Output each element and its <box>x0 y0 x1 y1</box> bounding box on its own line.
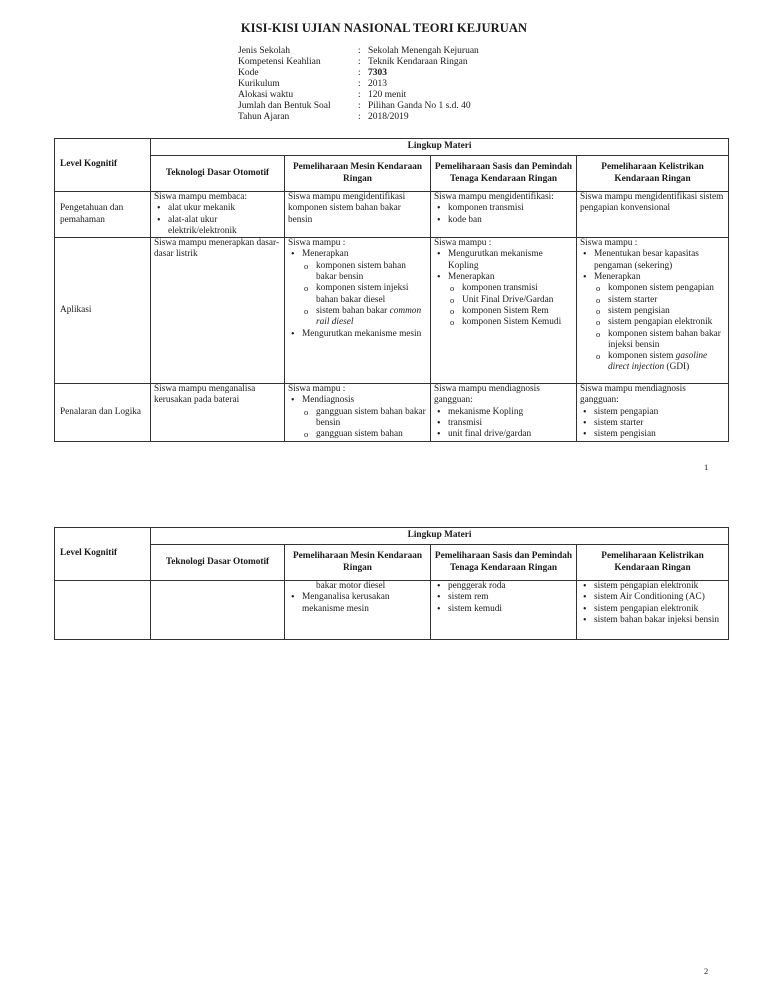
item-text: komponen sistem pengapian <box>608 283 714 294</box>
meta-label: Jenis Sekolah <box>238 46 290 56</box>
item-text: Mengurutkan mekanisme mesin <box>302 328 422 339</box>
content-cell <box>577 192 729 238</box>
italic-term: gasoline direct injection <box>608 351 708 373</box>
meta-colon: : <box>358 68 361 78</box>
item-text: transmisi <box>448 418 483 429</box>
item-text: Mengurutkan mekanisme Kopling <box>448 249 543 271</box>
cell-intro: Siswa mampu : <box>288 384 346 395</box>
content-cell <box>285 581 431 640</box>
item-text: komponen sistem injeksi bahan bakar diesel <box>316 283 409 305</box>
content-cell <box>285 192 431 238</box>
item-text: sistem bahan bakar <box>316 305 388 316</box>
cell-intro: Siswa mampu mendiagnosis gangguan: <box>580 384 686 406</box>
item-text: gangguan sistem bahan <box>316 429 403 440</box>
sub-item <box>316 283 427 306</box>
cell-list <box>434 203 573 226</box>
cell-intro: Siswa mampu menganalisa kerusakan pada baterai <box>154 384 256 406</box>
meta-label: Jumlah dan Bentuk Soal <box>238 101 331 111</box>
content-cell <box>577 384 729 442</box>
sub-item <box>462 317 573 328</box>
item-text: sistem rem <box>448 592 489 603</box>
cell-intro: Siswa mampu membaca: <box>154 192 247 202</box>
meta-value: Pilihan Ganda No 1 s.d. 40 <box>368 101 471 111</box>
meta-row <box>238 79 479 90</box>
content-cell <box>431 192 577 238</box>
meta-value: Teknik Kendaraan Ringan <box>368 57 468 67</box>
column-header: Pemeliharaan Kelistrikan Kendaraan Ringan <box>577 156 729 192</box>
bullet-item <box>594 604 725 615</box>
item-text: unit final drive/gardan <box>448 429 532 440</box>
item-text: sistem pengisian <box>608 305 670 316</box>
content-cell <box>151 581 285 640</box>
cell-list <box>288 395 427 440</box>
item-text: komponen sistem bahan bakar bensin <box>316 260 406 283</box>
meta-colon: : <box>358 112 361 122</box>
column-header: Teknologi Dasar Otomotif <box>151 156 285 192</box>
cell-intro: Siswa mampu : <box>580 238 638 249</box>
bullet-item <box>594 272 725 283</box>
item-tail: (GDI) <box>666 362 690 373</box>
item-text: komponen sistem bahan bakar injeksi bensin <box>608 328 721 350</box>
meta-label: Kode <box>238 68 259 78</box>
item-text: sistem kemudi <box>448 603 502 614</box>
sub-item <box>608 329 725 352</box>
meta-value: 2018/2019 <box>368 112 409 122</box>
column-header: Pemeliharaan Sasis dan Pemindah Tenaga Kendaraan Ringan <box>431 545 577 581</box>
bullet-item <box>594 429 725 440</box>
meta-label: Kurikulum <box>238 79 280 89</box>
content-cell <box>151 238 285 384</box>
bullet-item <box>594 581 725 592</box>
item-text: sistem Air Conditioning (AC) <box>594 592 705 603</box>
bullet-item <box>448 592 573 603</box>
bullet-item <box>448 429 573 440</box>
column-header: Pemeliharaan Mesin Kendaraan Ringan <box>285 156 431 192</box>
bullet-item <box>594 615 725 626</box>
content-cell <box>285 384 431 442</box>
page-number: 1 <box>704 462 709 472</box>
bullet-item <box>448 249 573 272</box>
bullet-item <box>448 407 573 418</box>
meta-colon: : <box>358 57 361 67</box>
column-header: Pemeliharaan Sasis dan Pemindah Tenaga Kendaraan Ringan <box>431 156 577 192</box>
content-cell <box>151 384 285 442</box>
bullet-item <box>168 215 281 238</box>
item-text: kode ban <box>448 214 482 225</box>
table-row <box>55 192 729 238</box>
cell-intro: Siswa mampu : <box>288 238 346 249</box>
sub-item <box>608 351 725 374</box>
sub-item <box>608 295 725 306</box>
item-text: Menerapkan <box>302 249 349 260</box>
cell-list <box>580 249 725 373</box>
meta-row <box>238 90 479 101</box>
bullet-item <box>594 592 725 603</box>
grid-table-page-2 <box>54 527 729 640</box>
cell-intro: Siswa mampu mendiagnosis gangguan: <box>434 384 540 406</box>
scope-header: Lingkup Materi <box>151 139 729 156</box>
meta-label: Tahun Ajaran <box>238 112 290 122</box>
cell-list <box>434 581 573 615</box>
sub-item <box>316 306 427 329</box>
bullet-item <box>448 604 573 615</box>
item-text: Menganalisa kerusakan mekanisme mesin <box>302 592 390 614</box>
cell-list <box>434 407 573 441</box>
column-header: Teknologi Dasar Otomotif <box>151 545 285 581</box>
bullet-item <box>448 203 573 214</box>
bullet-item <box>594 418 725 429</box>
content-cell <box>577 238 729 384</box>
sub-item <box>316 429 427 440</box>
page-number: 2 <box>704 966 709 976</box>
scope-header: Lingkup Materi <box>151 528 729 545</box>
table-row <box>55 238 729 384</box>
content-cell <box>577 581 729 640</box>
level-cell: Aplikasi <box>55 238 151 384</box>
document-title: KISI-KISI UJIAN NASIONAL TEORI KEJURUAN <box>240 21 528 35</box>
sub-item <box>316 261 427 284</box>
item-text: bakar motor diesel <box>316 581 386 591</box>
column-header: Pemeliharaan Mesin Kendaraan Ringan <box>285 545 431 581</box>
table-row <box>55 581 729 640</box>
item-text: sistem pengapian elektronik <box>594 581 699 591</box>
item-text: komponen transmisi <box>462 283 538 294</box>
sub-item <box>316 407 427 430</box>
item-text: komponen transmisi <box>448 203 524 214</box>
item-text: Mendiagnosis <box>302 395 355 406</box>
item-text: Menerapkan <box>594 272 641 283</box>
meta-colon: : <box>358 101 361 111</box>
italic-term: common rail diesel <box>316 305 422 328</box>
table-row <box>55 384 729 442</box>
meta-value: Sekolah Menengah Kejuruan <box>368 46 479 56</box>
bullet-item <box>168 203 281 214</box>
meta-colon: : <box>358 46 361 56</box>
sub-item <box>608 317 725 328</box>
item-text: sistem pengapian <box>594 406 659 417</box>
item-text: penggerak roda <box>448 581 506 591</box>
meta-value: 120 menit <box>368 90 407 100</box>
level-cell: Penalaran dan Logika <box>55 384 151 442</box>
item-text: sistem starter <box>608 294 658 305</box>
cell-intro: Siswa mampu menerapkan dasar-dasar listrik <box>154 238 280 260</box>
item-text: mekanisme Kopling <box>448 406 524 417</box>
level-header: Level Kognitif <box>55 528 151 581</box>
meta-label: Kompetensi Keahlian <box>238 57 321 67</box>
content-cell <box>285 238 431 384</box>
cell-list <box>434 249 573 328</box>
content-cell <box>151 192 285 238</box>
meta-row <box>238 46 479 57</box>
cell-intro: Siswa mampu mengidentifikasi komponen sistem bahan bakar bensin <box>288 192 406 225</box>
grid-table-page-1 <box>54 138 729 442</box>
item-text: alat ukur mekanik <box>168 203 236 214</box>
bullet-item <box>448 215 573 226</box>
bullet-item <box>302 592 427 615</box>
cell-list <box>580 581 725 626</box>
cell-intro: Siswa mampu : <box>434 238 492 249</box>
meta-label: Alokasi waktu <box>238 90 294 100</box>
sub-item <box>462 306 573 317</box>
bullet-item <box>448 418 573 429</box>
content-cell <box>431 581 577 640</box>
bullet-item <box>594 407 725 418</box>
level-cell: Pengetahuan dan pemahaman <box>55 192 151 238</box>
meta-colon: : <box>358 90 361 100</box>
meta-colon: : <box>358 79 361 89</box>
column-header: Pemeliharaan Kelistrikan Kendaraan Ringan <box>577 545 729 581</box>
item-text: gangguan sistem bahan bakar bensin <box>316 406 426 429</box>
sub-item <box>462 295 573 306</box>
meta-value: 2013 <box>368 79 387 89</box>
bullet-item <box>448 272 573 283</box>
level-cell <box>55 581 151 640</box>
level-header: Level Kognitif <box>55 139 151 192</box>
meta-row <box>238 112 479 123</box>
cell-intro: Siswa mampu mengidentifikasi: <box>434 192 554 202</box>
item-text: sistem pengisian <box>594 429 656 440</box>
sub-item <box>608 283 725 294</box>
sub-item <box>608 306 725 317</box>
exam-metadata <box>238 46 479 123</box>
cell-list <box>288 581 427 615</box>
item-text: sistem pengapian elektronik <box>608 317 713 328</box>
item-text: komponen Sistem Rem <box>462 305 549 316</box>
meta-row <box>238 57 479 68</box>
content-cell <box>431 384 577 442</box>
item-text: komponen sistem <box>608 351 674 362</box>
bullet-item <box>302 249 427 260</box>
cell-list <box>580 407 725 441</box>
bullet-item <box>448 581 573 592</box>
cell-list <box>154 203 281 237</box>
item-text: sistem pengapian elektronik <box>594 603 699 614</box>
item-text: sistem bahan bakar injeksi bensin <box>594 614 719 625</box>
item-text: alat-alat ukur elektrik/elektronik <box>168 214 237 236</box>
bullet-item <box>302 329 427 340</box>
meta-row <box>238 68 479 79</box>
cell-intro: Siswa mampu mengidentifikasi sistem pengapian konvensional <box>580 192 724 214</box>
sub-item <box>462 283 573 294</box>
content-cell <box>431 238 577 384</box>
continued-item <box>316 581 427 592</box>
bullet-item <box>594 249 725 272</box>
bullet-item <box>302 395 427 406</box>
item-text: sistem starter <box>594 418 644 429</box>
item-text: Unit Final Drive/Gardan <box>462 294 554 305</box>
item-text: Menentukan besar kapasitas pengaman (sekering) <box>594 249 699 271</box>
item-text: komponen Sistem Kemudi <box>462 317 562 328</box>
cell-list <box>288 249 427 339</box>
item-text: Menerapkan <box>448 272 495 283</box>
meta-row <box>238 101 479 112</box>
meta-value: 7303 <box>368 68 387 78</box>
